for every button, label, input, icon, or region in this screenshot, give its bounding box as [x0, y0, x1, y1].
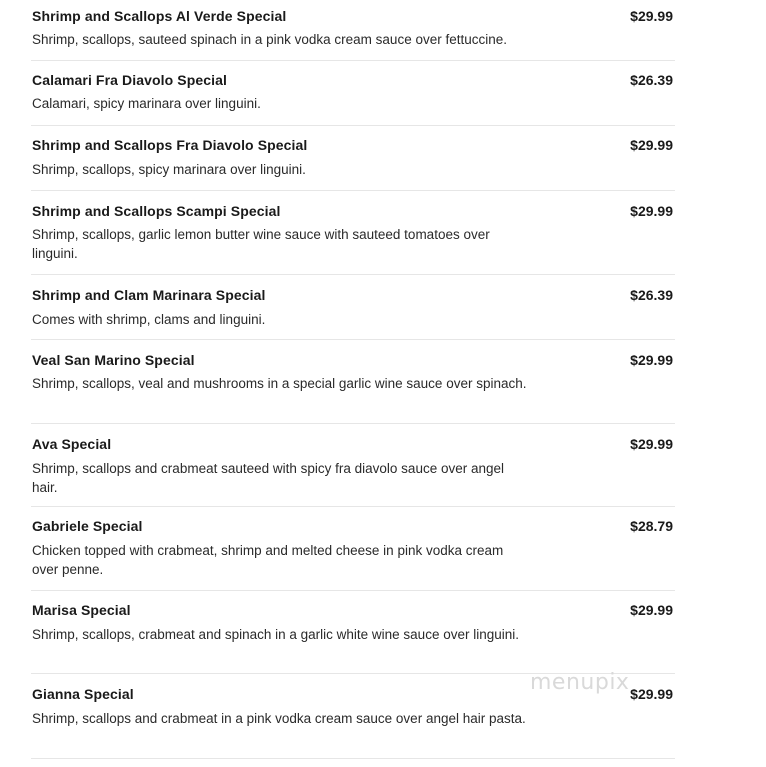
menu-item-price: $29.99: [630, 137, 673, 153]
watermark-logo: menupix: [530, 670, 630, 695]
menu-item-description: Shrimp, scallops, spicy marinara over linguini.: [32, 162, 306, 177]
menu-item-description: Shrimp, scallops, crabmeat and spinach in a garlic white wine sauce over linguini.: [32, 627, 519, 642]
menu-item-name: Gabriele Special: [32, 518, 143, 534]
menu-item-price: $26.39: [630, 72, 673, 88]
menu-item: [31, 507, 675, 591]
menu-item-description: Comes with shrimp, clams and linguini.: [32, 312, 266, 327]
menu-item: [31, 126, 675, 191]
menu-item: [31, 275, 675, 340]
menu-item-name: Shrimp and Scallops Al Verde Special: [32, 8, 287, 24]
menu-item: [31, 424, 675, 507]
menu-item-price: $28.79: [630, 518, 673, 534]
menu-item: [31, 61, 675, 126]
menu-item-description: Shrimp, scallops, sauteed spinach in a pink vodka cream sauce over fettuccine.: [32, 32, 507, 47]
menu-item-description: Chicken topped with crabmeat, shrimp and melted cheese in pink vodka cream over penne.: [32, 543, 504, 577]
menu-item: [31, 0, 675, 61]
menu-item-name: Shrimp and Scallops Fra Diavolo Special: [32, 137, 308, 153]
menu-item-price: $29.99: [630, 352, 673, 368]
menu-item-name: Veal San Marino Special: [32, 352, 195, 368]
menu-item: [31, 191, 675, 275]
menu-item-name: Shrimp and Clam Marinara Special: [32, 287, 266, 303]
menu-list: [31, 0, 675, 759]
menu-item-description: Calamari, spicy marinara over linguini.: [32, 96, 261, 111]
menu-item-name: Shrimp and Scallops Scampi Special: [32, 203, 281, 219]
menu-item-price: $26.39: [630, 287, 673, 303]
menu-item-name: Marisa Special: [32, 602, 131, 618]
menu-item-price: $29.99: [630, 602, 673, 618]
menu-item-name: Calamari Fra Diavolo Special: [32, 72, 227, 88]
menu-item-name: Ava Special: [32, 436, 112, 452]
menu-item-description: Shrimp, scallops and crabmeat sauteed with spicy fra diavolo sauce over angel hair.: [32, 461, 504, 495]
menu-item-price: $29.99: [630, 203, 673, 219]
menu-item-price: $29.99: [630, 8, 673, 24]
menu-item: [31, 591, 675, 674]
menu-item-name: Gianna Special: [32, 686, 134, 702]
menu-item-description: Shrimp, scallops, veal and mushrooms in a special garlic wine sauce over spinach.: [32, 376, 527, 391]
menu-item: [31, 340, 675, 424]
menu-item-price: $29.99: [630, 436, 673, 452]
menu-item-description: Shrimp, scallops and crabmeat in a pink vodka cream sauce over angel hair pasta.: [32, 711, 526, 726]
menu-item-price: $29.99: [630, 686, 673, 702]
menu-item-description: Shrimp, scallops, garlic lemon butter wine sauce with sauteed tomatoes over linguini.: [32, 227, 490, 261]
